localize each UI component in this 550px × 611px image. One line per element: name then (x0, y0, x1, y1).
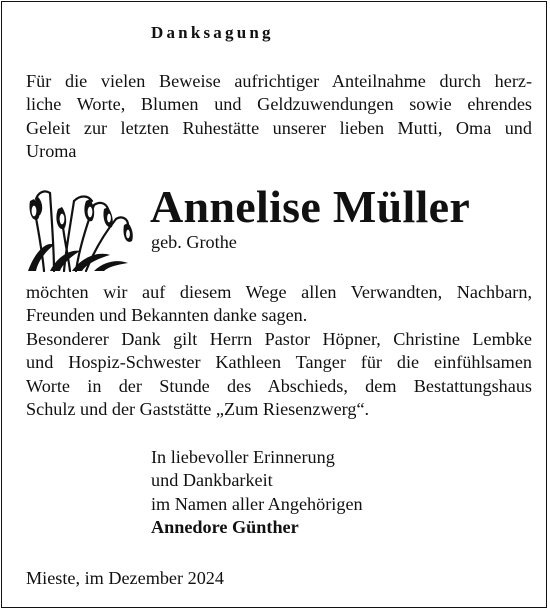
intro-line: liche Worte, Blumen und Geldzuwendungen sowie ehrendes (26, 94, 532, 115)
thanks-line: Schulz und der Gaststätte „Zum Riesenzwerg“. (26, 399, 370, 420)
intro-line: Für die vielen Beweise aufrichtiger Anteilnahme durch herz- (26, 71, 532, 91)
thanks-line: möchten wir auf diesem Wege allen Verwandten, Nachbarn, (26, 282, 532, 302)
thanks-line: Worte in der Stunde des Abschieds, dem Bestattungshaus (26, 375, 532, 396)
place-date: Mieste, im Dezember 2024 (26, 568, 224, 588)
signer-name: Annedore Günther (151, 517, 299, 538)
thanks-line: und Hospiz-Schwester Kathleen Tanger für die einfühlsamen (26, 352, 532, 373)
thanks-paragraph (26, 281, 532, 421)
closing-line: im Namen aller Angehörigen (151, 493, 363, 514)
intro-line: Uroma (26, 141, 77, 162)
thanks-line: Besonderer Dank gilt Herrn Pastor Höpner, Christine Lembke (26, 328, 532, 349)
closing-line: In liebevoller Erinnerung (151, 447, 335, 467)
notice-heading: Danksagung (151, 23, 274, 42)
closing-line: und Dankbarkeit (151, 470, 273, 491)
intro-paragraph (26, 70, 532, 164)
notice-frame (1, 1, 547, 608)
thanks-line: Freunden und Bekannten danke sagen. (26, 305, 308, 326)
birth-name: geb. Grothe (151, 232, 237, 252)
snowdrop-flowers-icon (24, 179, 139, 272)
deceased-name: Annelise Müller (150, 181, 471, 232)
closing-block (151, 446, 363, 540)
intro-line: Geleit zur letzten Ruhestätte unserer lieben Mutti, Oma und (26, 117, 532, 138)
